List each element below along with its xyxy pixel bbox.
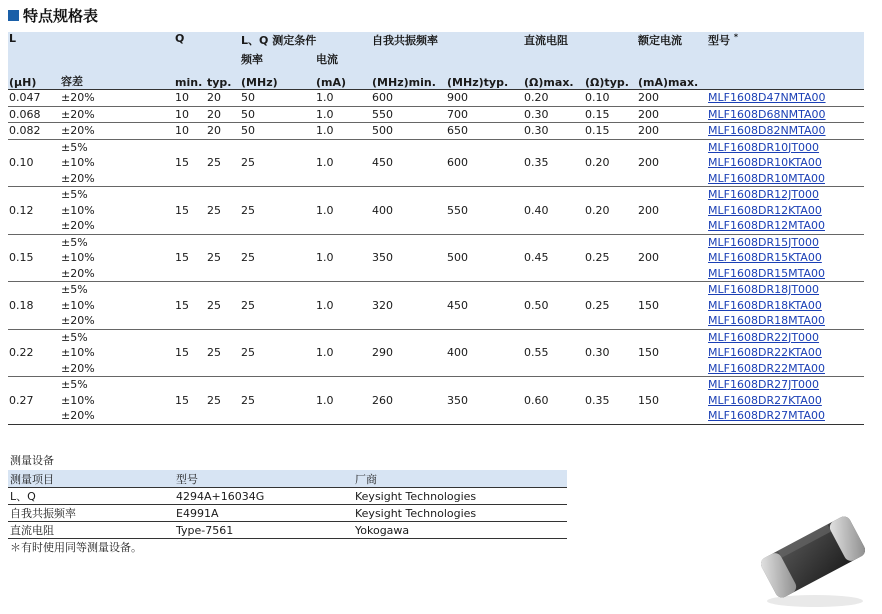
part-number-link[interactable]: MLF1608D68NMTA00 bbox=[708, 107, 826, 121]
cell-rated-current: 200 bbox=[638, 124, 660, 137]
equip-model: 4294A+16034G bbox=[174, 488, 353, 505]
cell-part-number bbox=[707, 377, 864, 425]
cell-tolerance bbox=[60, 329, 174, 377]
cell-srf-min: 400 bbox=[372, 203, 394, 217]
cell-srf-typ: 550 bbox=[447, 203, 469, 217]
cell-tolerance bbox=[60, 139, 174, 187]
tolerance-value: ±20% bbox=[61, 219, 95, 232]
cell-dcr-max: 0.60 bbox=[524, 393, 549, 407]
table-row bbox=[8, 329, 864, 377]
cell-q-min: 15 bbox=[175, 156, 189, 169]
cell-part-number bbox=[707, 282, 864, 330]
header-dcr: 直流电阻 bbox=[523, 32, 637, 51]
table-row bbox=[8, 522, 567, 539]
cell-dcr-typ: 0.15 bbox=[585, 107, 610, 121]
equip-header-model: 型号 bbox=[174, 470, 353, 488]
cell-test-current: 1.0 bbox=[316, 91, 334, 104]
header-cond-freq: 频率 bbox=[240, 51, 315, 70]
cell-inductance: 0.27 bbox=[9, 393, 34, 407]
tolerance-value: ±10% bbox=[61, 393, 95, 407]
part-number-link[interactable]: MLF1608DR12JT000 bbox=[708, 188, 820, 201]
cell-srf-min: 320 bbox=[372, 298, 394, 312]
header-condition: L、Q 测定条件 bbox=[240, 32, 371, 51]
cell-srf-min: 500 bbox=[372, 124, 394, 137]
cell-q-typ: 25 bbox=[207, 393, 221, 407]
cell-q-min: 10 bbox=[175, 91, 189, 104]
tolerance-value: ±5% bbox=[61, 330, 88, 344]
cell-test-freq: 25 bbox=[241, 251, 256, 264]
cell-srf-min: 290 bbox=[372, 346, 394, 359]
tolerance-value: ±10% bbox=[61, 346, 95, 359]
header-l: L bbox=[8, 32, 60, 51]
cell-dcr-max: 0.30 bbox=[524, 124, 549, 137]
cell-tolerance bbox=[60, 187, 174, 235]
cell-srf-typ: 600 bbox=[447, 156, 469, 169]
cell-q-typ: 20 bbox=[207, 124, 221, 137]
cell-test-freq: 25 bbox=[241, 156, 256, 169]
tolerance-value: ±20% bbox=[61, 314, 95, 327]
cell-dcr-max: 0.30 bbox=[524, 107, 549, 121]
cell-test-current: 1.0 bbox=[316, 124, 334, 137]
cell-inductance: 0.15 bbox=[9, 251, 34, 264]
cell-q-min: 10 bbox=[175, 107, 189, 121]
equipment-table bbox=[8, 470, 567, 539]
cell-srf-typ: 500 bbox=[447, 251, 469, 264]
cell-q-typ: 20 bbox=[207, 107, 221, 121]
cell-test-current: 1.0 bbox=[316, 298, 334, 312]
cell-part-number bbox=[707, 90, 864, 107]
tolerance-value: ±20% bbox=[61, 409, 95, 422]
cell-part-number bbox=[707, 329, 864, 377]
cell-rated-current: 150 bbox=[638, 346, 660, 359]
cell-srf-min: 450 bbox=[372, 156, 394, 169]
equip-maker: Yokogawa bbox=[353, 522, 567, 539]
table-row bbox=[8, 106, 864, 123]
cell-test-freq: 25 bbox=[241, 346, 256, 359]
cell-inductance: 0.047 bbox=[9, 91, 41, 104]
cell-rated-current: 150 bbox=[638, 298, 660, 312]
header-srf: 自我共振频率 bbox=[371, 32, 523, 51]
part-number-link[interactable]: MLF1608DR10MTA00 bbox=[708, 171, 825, 185]
cell-test-freq: 25 bbox=[241, 203, 256, 217]
cell-dcr-max: 0.35 bbox=[524, 156, 549, 169]
spec-table bbox=[8, 32, 864, 425]
cell-dcr-max: 0.55 bbox=[524, 346, 549, 359]
cell-tolerance bbox=[60, 282, 174, 330]
cell-test-current: 1.0 bbox=[316, 203, 334, 217]
equip-header-item: 测量项目 bbox=[8, 470, 174, 488]
cell-inductance: 0.12 bbox=[9, 203, 34, 217]
part-number-link[interactable]: MLF1608DR18MTA00 bbox=[708, 314, 825, 327]
cell-q-typ: 25 bbox=[207, 298, 221, 312]
cell-srf-typ: 650 bbox=[447, 124, 469, 137]
cell-dcr-typ: 0.20 bbox=[585, 203, 610, 217]
page-title-text: 特点规格表 bbox=[23, 6, 99, 25]
equip-item: 直流电阻 bbox=[8, 522, 174, 539]
part-number-link[interactable]: MLF1608DR10JT000 bbox=[708, 140, 820, 154]
cell-dcr-max: 0.40 bbox=[524, 203, 549, 217]
cell-part-number bbox=[707, 123, 864, 140]
cell-rated-current: 200 bbox=[638, 156, 660, 169]
cell-test-current: 1.0 bbox=[316, 251, 334, 264]
tolerance-value: ±5% bbox=[61, 378, 88, 391]
table-row bbox=[8, 139, 864, 187]
part-number-link[interactable]: MLF1608DR18KTA00 bbox=[708, 298, 822, 312]
part-number-link[interactable]: MLF1608DR10KTA00 bbox=[708, 156, 822, 169]
part-number-link[interactable]: MLF1608D47NMTA00 bbox=[708, 91, 826, 104]
cell-inductance: 0.10 bbox=[9, 156, 34, 169]
table-row bbox=[8, 377, 864, 425]
cell-srf-min: 550 bbox=[372, 107, 394, 121]
cell-srf-typ: 450 bbox=[447, 298, 469, 312]
tolerance-value: ±20% bbox=[61, 91, 95, 104]
equipment-title: 测量设备 bbox=[10, 454, 54, 467]
part-number-link[interactable]: MLF1608DR15KTA00 bbox=[708, 251, 822, 264]
tolerance-value: ±10% bbox=[61, 251, 95, 264]
cell-rated-current: 150 bbox=[638, 393, 660, 407]
header-curr-unit: (mA) bbox=[315, 70, 371, 90]
cell-q-typ: 25 bbox=[207, 156, 221, 169]
cell-part-number bbox=[707, 139, 864, 187]
cell-q-min: 15 bbox=[175, 346, 189, 359]
cell-dcr-typ: 0.10 bbox=[585, 91, 610, 104]
tolerance-value: ±10% bbox=[61, 298, 95, 312]
cell-q-typ: 25 bbox=[207, 203, 221, 217]
cell-part-number bbox=[707, 234, 864, 282]
table-row bbox=[8, 234, 864, 282]
cell-inductance: 0.22 bbox=[9, 346, 34, 359]
cell-rated-current: 200 bbox=[638, 203, 660, 217]
cell-test-current: 1.0 bbox=[316, 156, 334, 169]
cell-q-typ: 25 bbox=[207, 251, 221, 264]
header-part-note: * bbox=[733, 32, 739, 42]
cell-test-freq: 25 bbox=[241, 298, 256, 312]
tolerance-value: ±20% bbox=[61, 107, 95, 121]
part-number-link[interactable]: MLF1608DR27JT000 bbox=[708, 378, 820, 391]
cell-srf-typ: 400 bbox=[447, 346, 469, 359]
equipment-note: ＊有时使用同等测量设备。 bbox=[10, 541, 142, 554]
cell-rated-current: 200 bbox=[638, 107, 660, 121]
cell-q-min: 10 bbox=[175, 124, 189, 137]
tolerance-value: ±20% bbox=[61, 361, 95, 375]
table-row bbox=[8, 282, 864, 330]
part-number-link[interactable]: MLF1608DR22JT000 bbox=[708, 330, 820, 344]
tolerance-value: ±5% bbox=[61, 188, 88, 201]
part-number-link[interactable]: MLF1608DR27KTA00 bbox=[708, 393, 822, 407]
equip-model: Type-7561 bbox=[174, 522, 353, 539]
tolerance-value: ±10% bbox=[61, 203, 95, 217]
part-number-link[interactable]: MLF1608DR27MTA00 bbox=[708, 409, 825, 422]
header-q-typ: typ. bbox=[206, 70, 240, 90]
equip-item: L、Q bbox=[8, 488, 174, 505]
header-dcr-typ: (Ω)typ. bbox=[584, 70, 637, 90]
header-srf-typ: (MHz)typ. bbox=[446, 70, 523, 90]
tolerance-value: ±20% bbox=[61, 266, 95, 280]
cell-part-number bbox=[707, 187, 864, 235]
cell-test-current: 1.0 bbox=[316, 107, 334, 121]
cell-test-freq: 50 bbox=[241, 107, 256, 121]
cell-inductance: 0.18 bbox=[9, 298, 34, 312]
cell-test-current: 1.0 bbox=[316, 393, 334, 407]
table-row bbox=[8, 187, 864, 235]
table-row bbox=[8, 90, 864, 107]
equip-model: E4991A bbox=[174, 505, 353, 522]
cell-dcr-max: 0.50 bbox=[524, 298, 549, 312]
title-square-icon bbox=[8, 10, 19, 21]
cell-dcr-typ: 0.30 bbox=[585, 346, 610, 359]
header-cond-current: 电流 bbox=[315, 51, 371, 70]
cell-rated-current: 200 bbox=[638, 251, 660, 264]
cell-tolerance bbox=[60, 90, 174, 107]
cell-tolerance bbox=[60, 377, 174, 425]
header-q: Q bbox=[174, 32, 240, 51]
cell-dcr-typ: 0.25 bbox=[585, 251, 610, 264]
cell-srf-typ: 350 bbox=[447, 393, 469, 407]
header-rated-current: 额定电流 bbox=[637, 32, 707, 51]
cell-srf-typ: 700 bbox=[447, 107, 469, 121]
part-number-link[interactable]: MLF1608DR15MTA00 bbox=[708, 266, 825, 280]
cell-q-min: 15 bbox=[175, 203, 189, 217]
cell-q-typ: 20 bbox=[207, 91, 221, 104]
header-rated-max: (mA)max. bbox=[637, 70, 707, 90]
cell-test-current: 1.0 bbox=[316, 346, 334, 359]
tolerance-value: ±20% bbox=[61, 124, 95, 137]
cell-srf-min: 260 bbox=[372, 393, 394, 407]
equip-header-maker: 厂商 bbox=[353, 470, 567, 488]
equip-maker: Keysight Technologies bbox=[353, 505, 567, 522]
part-number-link[interactable]: MLF1608DR15JT000 bbox=[708, 235, 820, 249]
table-row bbox=[8, 123, 864, 140]
cell-inductance: 0.068 bbox=[9, 107, 41, 121]
table-row bbox=[8, 488, 567, 505]
cell-q-min: 15 bbox=[175, 298, 189, 312]
cell-q-min: 15 bbox=[175, 393, 189, 407]
part-number-link[interactable]: MLF1608DR22MTA00 bbox=[708, 361, 825, 375]
part-number-link[interactable]: MLF1608DR18JT000 bbox=[708, 283, 820, 296]
cell-test-freq: 50 bbox=[241, 91, 256, 104]
equip-item: 自我共振频率 bbox=[8, 505, 174, 522]
header-srf-min: (MHz)min. bbox=[371, 70, 446, 90]
part-number-link[interactable]: MLF1608DR22KTA00 bbox=[708, 346, 822, 359]
tolerance-value: ±5% bbox=[61, 140, 88, 154]
cell-srf-typ: 900 bbox=[447, 91, 469, 104]
cell-srf-min: 350 bbox=[372, 251, 394, 264]
part-number-link[interactable]: MLF1608DR12MTA00 bbox=[708, 219, 825, 232]
equip-maker: Keysight Technologies bbox=[353, 488, 567, 505]
chip-inductor-image bbox=[755, 505, 871, 609]
part-number-link[interactable]: MLF1608D82NMTA00 bbox=[708, 124, 826, 137]
cell-rated-current: 200 bbox=[638, 91, 660, 104]
tolerance-value: ±5% bbox=[61, 235, 88, 249]
cell-q-typ: 25 bbox=[207, 346, 221, 359]
cell-dcr-typ: 0.15 bbox=[585, 124, 610, 137]
cell-dcr-max: 0.45 bbox=[524, 251, 549, 264]
cell-tolerance bbox=[60, 106, 174, 123]
cell-srf-min: 600 bbox=[372, 91, 394, 104]
page-title bbox=[8, 4, 98, 26]
cell-dcr-typ: 0.35 bbox=[585, 393, 610, 407]
tolerance-value: ±10% bbox=[61, 156, 95, 169]
header-unit-l: (μH) bbox=[8, 70, 60, 90]
cell-dcr-max: 0.20 bbox=[524, 91, 549, 104]
cell-dcr-typ: 0.20 bbox=[585, 156, 610, 169]
header-freq-unit: (MHz) bbox=[240, 70, 315, 90]
tolerance-value: ±20% bbox=[61, 171, 95, 185]
header-dcr-max: (Ω)max. bbox=[523, 70, 584, 90]
cell-part-number bbox=[707, 106, 864, 123]
cell-inductance: 0.082 bbox=[9, 124, 41, 137]
tolerance-value: ±5% bbox=[61, 283, 88, 296]
table-row bbox=[8, 505, 567, 522]
header-q-min: min. bbox=[174, 70, 206, 90]
cell-test-freq: 25 bbox=[241, 393, 256, 407]
cell-tolerance bbox=[60, 123, 174, 140]
header-part-number: 型号 * bbox=[707, 32, 864, 51]
cell-q-min: 15 bbox=[175, 251, 189, 264]
header-tolerance: 容差 bbox=[60, 70, 174, 90]
cell-tolerance bbox=[60, 234, 174, 282]
part-number-link[interactable]: MLF1608DR12KTA00 bbox=[708, 203, 822, 217]
cell-dcr-typ: 0.25 bbox=[585, 298, 610, 312]
cell-test-freq: 50 bbox=[241, 124, 256, 137]
